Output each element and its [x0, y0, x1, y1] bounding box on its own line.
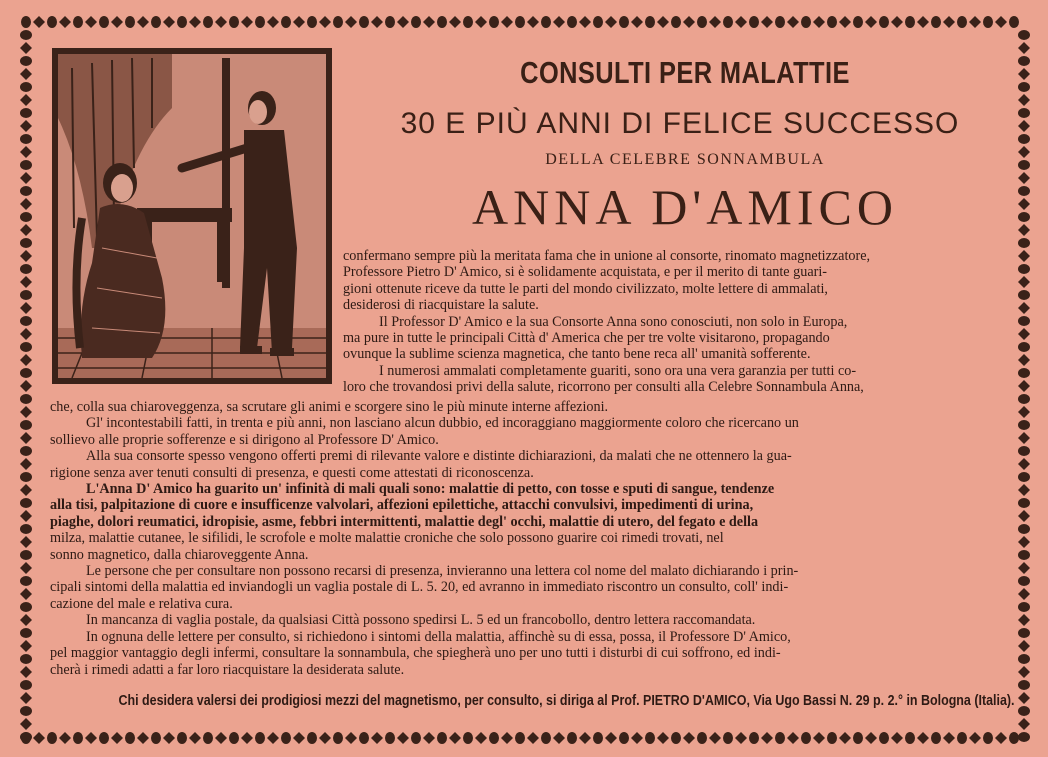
border-bead: [411, 732, 421, 744]
border-diamond: [995, 732, 1007, 744]
border-diamond: [189, 732, 201, 744]
border-bead: [307, 732, 317, 744]
border-bead: [20, 264, 32, 274]
border-bead: [957, 16, 967, 28]
border-diamond: [20, 94, 32, 106]
border-bead: [385, 732, 395, 744]
border-bead: [853, 732, 863, 744]
paragraph-line: che, colla sua chiaroveggenza, sa scrutare gli animi e scorgere sino le più minute interne affezioni.: [50, 399, 609, 415]
border-diamond: [501, 16, 513, 28]
border-diamond: [917, 732, 929, 744]
border-diamond: [319, 732, 331, 744]
border-bead: [957, 732, 967, 744]
border-bead: [827, 732, 837, 744]
border-bead: [463, 16, 473, 28]
border-bead: [20, 108, 32, 118]
border-diamond: [85, 732, 97, 744]
border-bead: [385, 16, 395, 28]
border-bead: [20, 134, 32, 144]
border-diamond: [20, 484, 32, 496]
border-bead: [203, 732, 213, 744]
border-diamond: [969, 16, 981, 28]
border-bead: [20, 394, 32, 404]
border-bead: [125, 732, 135, 744]
border-diamond: [969, 732, 981, 744]
border-diamond: [371, 16, 383, 28]
border-bead: [151, 732, 161, 744]
border-bead: [619, 16, 629, 28]
paragraph-line-bold: piaghe, dolori reumatici, idropisie, asme, febbri intermittenti, malattie degl' occhi, malattie di utero, del fegato e della: [50, 513, 759, 530]
border-diamond: [20, 510, 32, 522]
border-bead: [593, 16, 603, 28]
border-bead: [359, 732, 369, 744]
border-diamond: [267, 732, 279, 744]
border-bead: [20, 238, 32, 248]
border-diamond: [735, 732, 747, 744]
border-bead: [437, 16, 447, 28]
border-diamond: [683, 16, 695, 28]
border-diamond: [20, 276, 32, 288]
border-diamond: [20, 250, 32, 262]
headline-somnambulist: DELLA CELEBRE SONNAMBULA: [545, 151, 825, 168]
border-diamond: [20, 146, 32, 158]
paragraph-line: cherà i rimedi adatti a far loro riacquistare la desiderata salute.: [50, 661, 405, 678]
border-bead: [931, 16, 941, 28]
border-diamond: [813, 732, 825, 744]
border-bead: [20, 524, 32, 534]
border-bead: [541, 16, 551, 28]
border-diamond: [20, 224, 32, 236]
border-diamond: [787, 732, 799, 744]
border-diamond: [1018, 718, 1030, 730]
border-diamond: [943, 732, 955, 744]
border-bead: [489, 732, 499, 744]
border-diamond: [20, 406, 32, 418]
border-diamond: [579, 16, 591, 28]
border-diamond: [631, 16, 643, 28]
paragraph-line: rigione senza aver tenuti consulti di presenza, e questi come attestati di riconoscenza.: [50, 464, 534, 481]
border-bead: [983, 16, 993, 28]
border-diamond: [20, 718, 32, 730]
border-bead: [307, 16, 317, 28]
border-diamond: [20, 692, 32, 704]
border-bead: [1009, 732, 1019, 744]
border-bead: [333, 732, 343, 744]
text-full-width: [50, 399, 1028, 678]
border-diamond: [891, 16, 903, 28]
woodcut-illustration: [52, 48, 332, 384]
border-bead: [905, 16, 915, 28]
border-diamond: [241, 16, 253, 28]
border-diamond: [20, 666, 32, 678]
border-diamond: [397, 732, 409, 744]
border-diamond: [111, 732, 123, 744]
border-bead: [541, 732, 551, 744]
headline-years-success: 30 E PIÙ ANNI DI FELICE SUCCESSO: [400, 107, 960, 140]
border-bead: [931, 732, 941, 744]
border-bead: [827, 16, 837, 28]
paragraph-line: Gl' incontestabili fatti, in trenta e più anni, non lasciano alcun dubbio, ed incoraggiano maggiormente coloro che ricercano un: [86, 415, 799, 432]
border-diamond: [345, 732, 357, 744]
border-bead: [905, 732, 915, 744]
border-bead: [801, 16, 811, 28]
border-diamond: [20, 302, 32, 314]
paragraph-line: ovunque la sublime scienza magnetica, che tanto bene reca all' umanità sofferente.: [343, 346, 811, 363]
border-diamond: [501, 732, 513, 744]
border-diamond: [20, 172, 32, 184]
border-diamond: [33, 16, 45, 28]
border-bead: [853, 16, 863, 28]
border-diamond: [553, 16, 565, 28]
border-bead: [697, 732, 707, 744]
border-bead: [723, 16, 733, 28]
paragraph-line: milza, malattie cutanee, le sifilidi, le scrofole e molte malattie croniche che solo possono guarire coi rimedi trovati, nel: [50, 530, 724, 547]
border-bead: [879, 732, 889, 744]
border-diamond: [189, 16, 201, 28]
border-diamond: [657, 16, 669, 28]
border-diamond: [20, 42, 32, 54]
border-bead: [1018, 82, 1030, 92]
border-diamond: [20, 380, 32, 392]
border-diamond: [215, 732, 227, 744]
border-bead: [281, 16, 291, 28]
border-diamond: [20, 562, 32, 574]
border-bead: [20, 420, 32, 430]
paragraph-line: In mancanza di vaglia postale, da qualsiasi Città possono spedirsi L. 5 ed un francobollo, dentro lettera raccomandata.: [86, 612, 756, 629]
border-bead: [489, 16, 499, 28]
border-diamond: [813, 16, 825, 28]
border-diamond: [319, 16, 331, 28]
border-diamond: [163, 732, 175, 744]
border-bead: [151, 16, 161, 28]
paragraph-line: Le persone che per consultare non possono recarsi di presenza, invieranno una lettera col nome del malato dichiarando i prin-: [86, 563, 799, 580]
paragraph-line: sonno magnetico, dalla chiaroveggente Anna.: [50, 546, 309, 563]
border-bead: [203, 16, 213, 28]
border-bead: [671, 732, 681, 744]
border-diamond: [657, 732, 669, 744]
border-diamond: [397, 16, 409, 28]
paragraph-line: sollievo alle proprie sofferenze e si dirigono al Professore D' Amico.: [50, 431, 439, 448]
border-bead: [20, 316, 32, 326]
border-bead: [801, 732, 811, 744]
border-bead: [20, 446, 32, 456]
border-diamond: [163, 16, 175, 28]
border-diamond: [241, 732, 253, 744]
border-diamond: [553, 732, 565, 744]
border-bead: [125, 16, 135, 28]
border-diamond: [449, 732, 461, 744]
border-bead: [229, 732, 239, 744]
paragraph-line: confermano sempre più la meritata fama che in unione al consorte, rinomato magnetizzatore,: [343, 248, 871, 264]
border-bead: [20, 472, 32, 482]
border-bead: [775, 16, 785, 28]
border-diamond: [787, 16, 799, 28]
border-diamond: [20, 328, 32, 340]
border-diamond: [917, 16, 929, 28]
border-bead: [1009, 16, 1019, 28]
border-diamond: [761, 732, 773, 744]
border-diamond: [527, 732, 539, 744]
border-diamond: [449, 16, 461, 28]
border-bead: [20, 30, 32, 40]
border-bead: [645, 732, 655, 744]
headline-consulti: CONSULTI PER MALATTIE: [520, 55, 850, 90]
border-diamond: [20, 432, 32, 444]
border-bead: [20, 732, 32, 742]
border-bead: [723, 732, 733, 744]
border-diamond: [20, 536, 32, 548]
border-bead: [20, 628, 32, 638]
border-bead: [47, 732, 57, 744]
border-diamond: [20, 588, 32, 600]
border-bead: [255, 16, 265, 28]
border-bead: [20, 186, 32, 196]
paragraph-line-bold: L'Anna D' Amico ha guarito un' infinità di mali quali sono: malattie di petto, con tosse e sputi di sangue, tendenze: [86, 481, 775, 498]
border-bead: [20, 342, 32, 352]
border-diamond: [579, 732, 591, 744]
border-diamond: [85, 16, 97, 28]
border-diamond: [33, 732, 45, 744]
border-diamond: [371, 732, 383, 744]
border-diamond: [20, 614, 32, 626]
paragraph-line: gioni ottenute riceve da tutte le parti del mondo civilizzato, molte lettere di ammalati,: [343, 280, 828, 297]
border-bead: [20, 654, 32, 664]
border-bead: [177, 16, 187, 28]
border-diamond: [683, 732, 695, 744]
border-bead: [1018, 30, 1030, 40]
paragraph-line: cipali sintomi della malattia ed inviandogli un vaglia postale di L. 5. 20, ed avranno in immediato riscontro un consulto, coll' indi-: [50, 579, 789, 596]
border-diamond: [423, 16, 435, 28]
border-diamond: [137, 732, 149, 744]
border-diamond: [20, 640, 32, 652]
border-diamond: [137, 16, 149, 28]
paragraph-line: desiderosi di riacquistare la salute.: [343, 297, 539, 314]
border-diamond: [423, 732, 435, 744]
border-bead: [567, 732, 577, 744]
border-bead: [749, 16, 759, 28]
border-diamond: [709, 732, 721, 744]
border-bead: [20, 680, 32, 690]
border-bead: [20, 576, 32, 586]
border-bead: [879, 16, 889, 28]
border-bead: [20, 160, 32, 170]
border-diamond: [1018, 94, 1030, 106]
border-bead: [463, 732, 473, 744]
border-bead: [1018, 706, 1030, 716]
border-diamond: [59, 16, 71, 28]
border-bead: [21, 16, 31, 28]
border-diamond: [943, 16, 955, 28]
border-diamond: [293, 732, 305, 744]
border-bead: [567, 16, 577, 28]
border-bead: [1018, 680, 1030, 690]
border-diamond: [735, 16, 747, 28]
paragraph-line: Professore Pietro D' Amico, si è solidamente acquistata, e per il merito di tante guari-: [343, 264, 828, 281]
border-bead: [749, 732, 759, 744]
border-diamond: [1018, 692, 1030, 704]
border-diamond: [1018, 68, 1030, 80]
border-bead: [20, 212, 32, 222]
border-diamond: [20, 354, 32, 366]
border-diamond: [20, 68, 32, 80]
border-bead: [20, 706, 32, 716]
border-bead: [255, 732, 265, 744]
border-diamond: [475, 732, 487, 744]
border-diamond: [605, 16, 617, 28]
border-bead: [359, 16, 369, 28]
paragraph-line: I numerosi ammalati completamente guariti, sono ora una vera garanzia per tutti co-: [379, 362, 857, 379]
border-diamond: [605, 732, 617, 744]
border-diamond: [475, 16, 487, 28]
border-diamond: [709, 16, 721, 28]
border-bead: [983, 732, 993, 744]
border-diamond: [267, 16, 279, 28]
border-bead: [20, 602, 32, 612]
border-diamond: [865, 732, 877, 744]
border-bead: [411, 16, 421, 28]
border-diamond: [215, 16, 227, 28]
border-diamond: [1018, 42, 1030, 54]
border-bead: [99, 732, 109, 744]
border-diamond: [20, 198, 32, 210]
border-diamond: [839, 16, 851, 28]
border-diamond: [59, 732, 71, 744]
border-diamond: [111, 16, 123, 28]
border-bead: [1018, 56, 1030, 66]
border-diamond: [995, 16, 1007, 28]
border-bead: [20, 550, 32, 560]
border-bead: [437, 732, 447, 744]
text-column-right: [343, 248, 1028, 396]
paragraph-line-bold: alla tisi, palpitazione di cuore e insufficenze valvolari, affezioni epilettiche, attacchi convulsivi, impedimenti di urina,: [50, 497, 754, 514]
headline-name: ANNA D'AMICO: [472, 179, 898, 235]
border-bead: [73, 732, 83, 744]
border-diamond: [20, 120, 32, 132]
border-bead: [20, 290, 32, 300]
border-bead: [775, 732, 785, 744]
border-diamond: [631, 732, 643, 744]
border-bead: [20, 82, 32, 92]
border-bead: [20, 56, 32, 66]
border-bead: [515, 732, 525, 744]
border-diamond: [527, 16, 539, 28]
border-bead: [645, 16, 655, 28]
border-diamond: [865, 16, 877, 28]
border-bead: [333, 16, 343, 28]
paragraph-line: In ognuna delle lettere per consulto, si richiedono i sintomi della malattia, affinchè su di essa, possa, il Professore D' Amico,: [86, 628, 791, 645]
border-diamond: [891, 732, 903, 744]
border-bead: [619, 732, 629, 744]
border-bead: [47, 16, 57, 28]
border-diamond: [345, 16, 357, 28]
border-bead: [177, 732, 187, 744]
border-bead: [1018, 732, 1030, 742]
paragraph-line: pel maggior vantaggio degli infermi, consultare la sonnambula, che spiegherà uno per uno tutti i disturbi di cui soffrono, ed indi-: [50, 645, 781, 662]
border-diamond: [293, 16, 305, 28]
border-diamond: [839, 732, 851, 744]
border-bead: [697, 16, 707, 28]
border-bead: [515, 16, 525, 28]
border-bead: [281, 732, 291, 744]
border-diamond: [20, 458, 32, 470]
paragraph-line: Il Professor D' Amico e la sua Consorte Anna sono conosciuti, non solo in Europa,: [379, 313, 848, 330]
paragraph-line: ma pure in tutte le principali Città d' America che per tre volte visitarono, propagando: [343, 330, 830, 347]
paragraph-line: Alla sua consorte spesso vengono offerti premi di rilevante valore e distinte dichiarazioni, da malati che ne ottennero la gua-: [86, 448, 792, 465]
border-bead: [20, 368, 32, 378]
border-bead: [73, 16, 83, 28]
paragraph-line: cazione del male e relativa cura.: [50, 595, 233, 612]
footer-contact-line: Chi desidera valersi dei prodigiosi mezzi del magnetismo, per consulto, si diriga al Prof. PIETRO D'AMICO, Via Ugo Bassi N. 29 p. 2.° in Bologna (Italia).: [118, 693, 1015, 709]
paragraph-line: loro che trovandosi privi della salute, ricorrono per consulti alla Celebre Sonnambula Anna,: [343, 379, 864, 396]
border-diamond: [761, 16, 773, 28]
border-bead: [20, 498, 32, 508]
border-bead: [671, 16, 681, 28]
border-bead: [99, 16, 109, 28]
border-bead: [1018, 238, 1030, 248]
border-bead: [593, 732, 603, 744]
border-bead: [229, 16, 239, 28]
